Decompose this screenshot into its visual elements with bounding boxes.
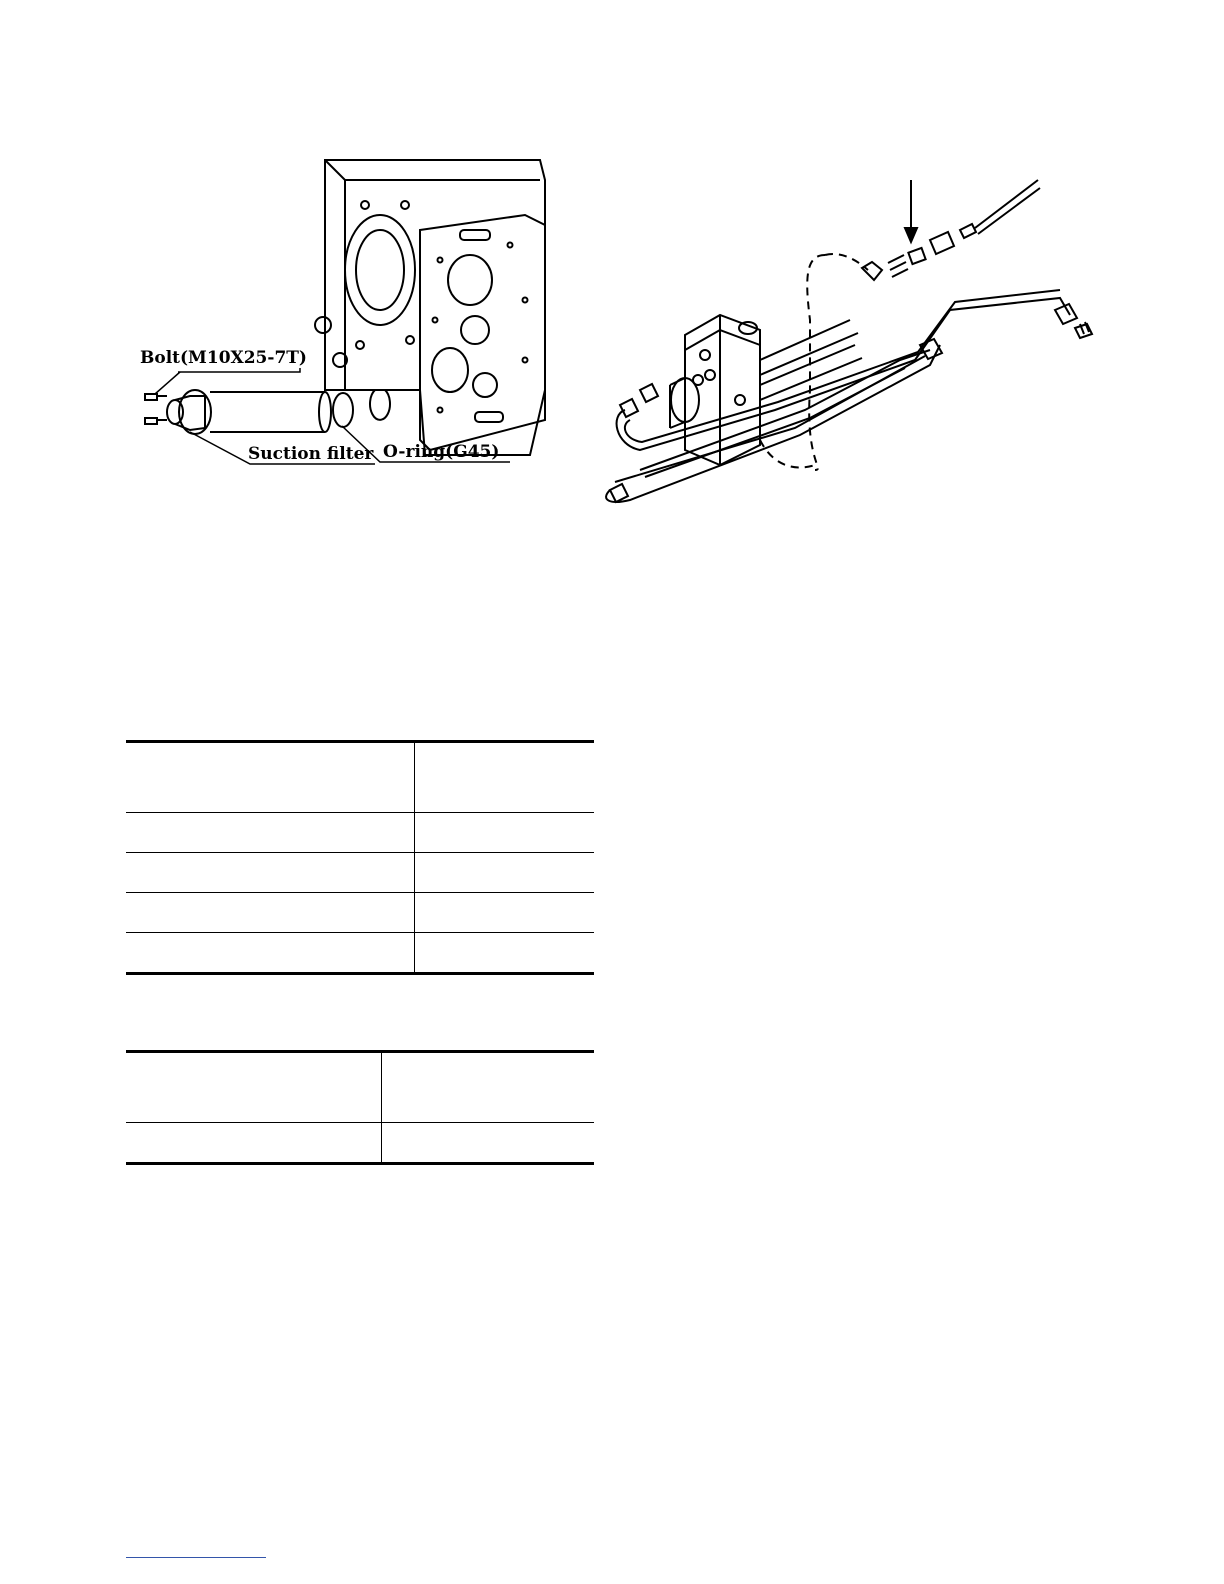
table-cell	[126, 853, 415, 893]
table-cell	[415, 742, 595, 813]
table-cell	[415, 893, 595, 933]
table-row	[126, 813, 594, 853]
bolt-callout: Bolt(M10X25-7T)	[140, 348, 307, 368]
table-cell	[126, 1052, 382, 1123]
table-row	[126, 853, 594, 893]
table-cell	[415, 933, 595, 974]
table-row	[126, 1052, 594, 1123]
table-row	[126, 933, 594, 974]
spec-table-1	[126, 740, 594, 975]
spec-table-2	[126, 1050, 594, 1165]
table-cell	[126, 933, 415, 974]
table-cell	[126, 813, 415, 853]
leader-lines	[130, 150, 550, 480]
table-cell	[382, 1123, 595, 1164]
table-cell	[415, 813, 595, 853]
table-cell	[126, 742, 415, 813]
suction-filter-figure	[130, 150, 550, 480]
table-cell	[415, 853, 595, 893]
table-row	[126, 1123, 594, 1164]
table-row	[126, 893, 594, 933]
table-cell	[126, 1123, 382, 1164]
footer-rule	[126, 1557, 266, 1558]
control-valve-figure	[600, 170, 1100, 520]
table-row	[126, 742, 594, 813]
suction-filter-callout: Suction filter	[248, 444, 374, 464]
table-cell	[126, 893, 415, 933]
table-cell	[382, 1052, 595, 1123]
o-ring-callout: O-ring(G45)	[383, 442, 500, 462]
valve-drawing	[600, 170, 1100, 520]
